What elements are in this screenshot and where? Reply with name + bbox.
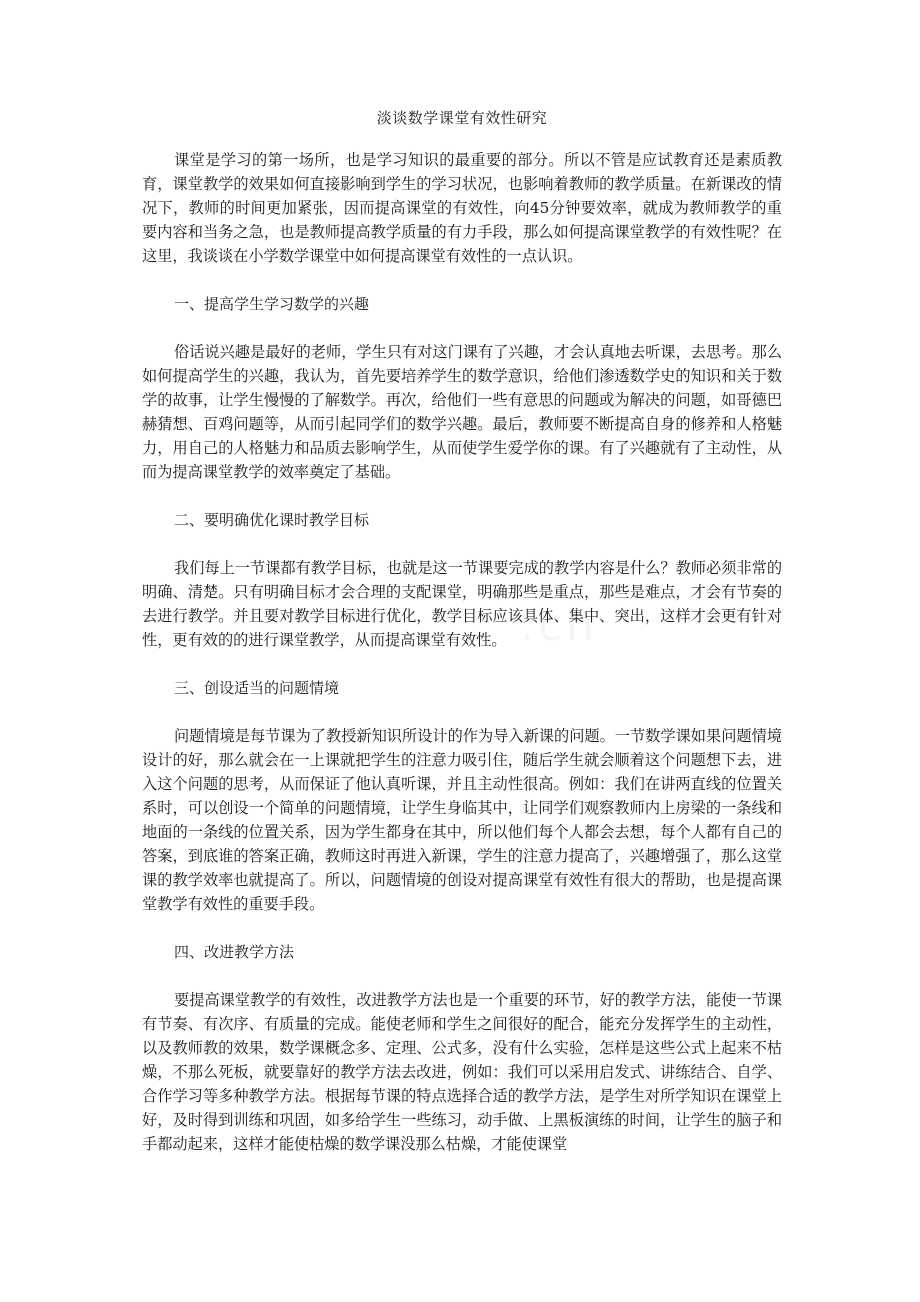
section-body-3: 问题情境是每节课为了教授新知识所设计的作为导入新课的问题。一节数学课如果问题情境设计的好，那么就会在一上课就把学生的注意力吸引住，随后学生就会顺着这个问题想下去，进入这个问题的思考，从而保证了他认真听课，并且主动性很高。例如：我们在讲两直线的位置关系时，可以创设一个简单的问题情境，让学生身临其中，让同学们观察教师内上房梁的一条线和地面的一条线的位置关系，因为学生都身在其中，所以他们每个人都会去想，每个人都有自己的答案，到底谁的答案正确，教师这时再进入新课，学生的注意力提高了，兴趣增强了，那么这堂课的教学效率也就提高了。所以，问题情境的创设对提高课堂有效性有很大的帮助，也是提高课堂教学有效性的重要手段。	[142, 727, 782, 913]
section-body-2: 我们每上一节课都有教学目标，也就是这一节课要完成的教学内容是什么？教师必须非常的明确、清楚。只有明确目标才会合理的支配课堂，明确那些是重点，那些是难点，才会有节奏的去进行教学。并且要对教学目标进行优化，教学目标应该具体、集中、突出，这样才会更有针对性，更有效的的进行课堂教学，从而提高课堂有效性。	[142, 559, 782, 649]
intro-paragraph: 课堂是学习的第一场所，也是学习知识的最重要的部分。所以不管是应试教育还是素质教育，课堂教学的效果如何直接影响到学生的学习状况，也影响着教师的教学质量。在新课改的情况下，教师的时间更加紧张，因而提高课堂的有效性，向45分钟要效率，就成为教师教学的重要内容和当务之急，也是教师提高教学质量的有力手段，那么如何提高课堂教学的有效性呢？在这里，我谈谈在小学数学课堂中如何提高课堂有效性的一点认识。	[142, 151, 782, 265]
section-heading-2: 二、要明确优化课时教学目标	[174, 511, 370, 529]
section-heading-4: 四、改进教学方法	[174, 943, 295, 961]
document-title: 淡谈数学课堂有效性研究	[376, 109, 548, 127]
section-body-1: 俗话说兴趣是最好的老师，学生只有对这门课有了兴趣，才会认真地去听课，去思考。那么如何提高学生的兴趣，我认为，首先要培养学生的数学意识，给他们渗透数学史的知识和关于数学的故事，让学生慢慢的了解数学。再次，给他们一些有意思的问题或为解决的问题，如哥德巴赫猜想、百鸡问题等，从而引起同学们的数学兴趣。最后，教师要不断提高自身的修养和人格魅力，用自己的人格魅力和品质去影响学生，从而使学生爱学你的课。有了兴趣就有了主动性，从而为提高课堂教学的效率奠定了基础。	[142, 343, 782, 481]
section-heading-3: 三、创设适当的问题情境	[174, 679, 340, 697]
document-page	[142, 108, 782, 1156]
section-heading-1: 一、提高学生学习数学的兴趣	[174, 295, 370, 313]
section-body-4: 要提高课堂教学的有效性，改进教学方法也是一个重要的环节，好的教学方法，能使一节课有节奏、有次序、有质量的完成。能使老师和学生之间很好的配合，能充分发挥学生的主动性，以及教师教的效果，数学课概念多、定理、公式多，没有什么实验，怎样是这些公式上起来不枯燥，不那么死板，就要靠好的教学方法去改进，例如：我们可以采用启发式、讲练结合、自学、合作学习等多种教学方法。根据每节课的特点选择合适的教学方法，是学生对所学知识在课堂上好，及时得到训练和巩固，如多给学生一些练习，动手做、上黑板演练的时间，让学生的脑子和手都动起来，这样才能使枯燥的数学课没那么枯燥，才能使课堂	[142, 991, 782, 1153]
